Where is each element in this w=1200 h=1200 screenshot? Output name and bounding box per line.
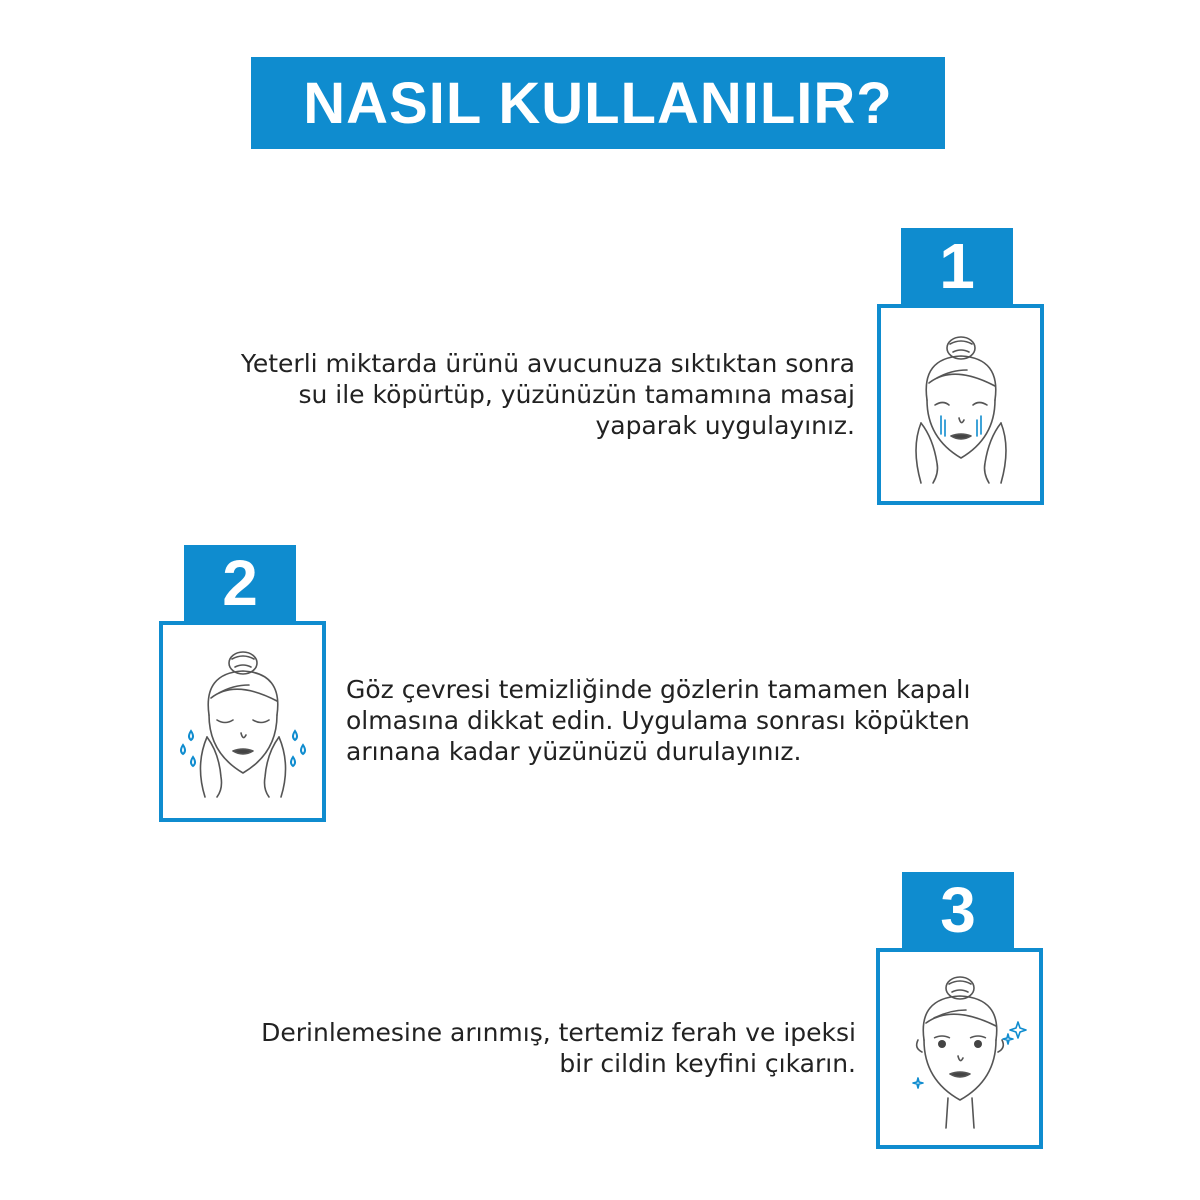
step-2-illustration-frame xyxy=(159,621,326,822)
step-3-line-1: Derinlemesine arınmış, tertemiz ferah ve ipeksi xyxy=(261,1018,856,1047)
step-1-illustration-frame xyxy=(877,304,1044,505)
step-2-line-1: Göz çevresi temizliğinde gözlerin tamamen kapalı xyxy=(346,675,971,704)
page-title: NASIL KULLANILIR? xyxy=(303,70,893,136)
face-clean-sparkle-icon xyxy=(880,952,1039,1145)
step-1-line-1: Yeterli miktarda ürünü avucunuza sıktıktan sonra xyxy=(240,349,855,378)
step-3-description xyxy=(175,1017,856,1079)
step-2-description xyxy=(346,674,1046,767)
step-2-line-3: arınana kadar yüzünüzü durulayınız. xyxy=(346,737,802,766)
step-3-illustration-frame xyxy=(876,948,1043,1149)
face-massage-icon xyxy=(881,308,1040,501)
step-1-description xyxy=(175,348,855,441)
step-2-line-2: olmasına dikkat edin. Uygulama sonrası köpükten xyxy=(346,706,970,735)
face-rinse-icon xyxy=(163,625,322,818)
step-1-line-3: yaparak uygulayınız. xyxy=(595,411,855,440)
title-banner xyxy=(251,57,945,149)
step-3-number: 3 xyxy=(902,872,1014,948)
step-1-line-2: su ile köpürtüp, yüzünüzün tamamına masaj xyxy=(298,380,855,409)
step-3-line-2: bir cildin keyfini çıkarın. xyxy=(559,1049,856,1078)
step-1-number: 1 xyxy=(901,228,1013,304)
step-2-number: 2 xyxy=(184,545,296,621)
